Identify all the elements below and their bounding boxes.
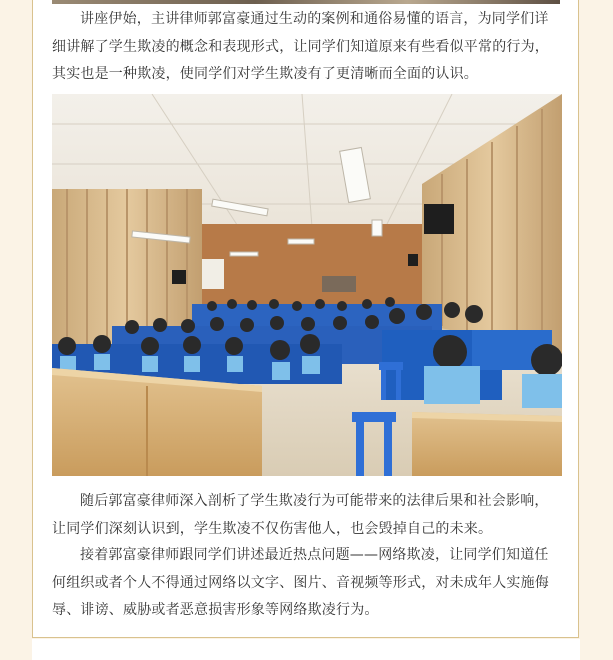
article-paragraph: 随后郭富豪律师深入剖析了学生欺凌行为可能带来的法律后果和社会影响，让同学们深刻认识到，学生欺凌不仅伤害他人，也会毁掉自己的未来。 <box>52 493 549 537</box>
lecture-hall-photo <box>52 94 562 476</box>
article-paragraph: 接着郭富豪律师跟同学们讲述最近热点问题——网络欺凌，让同学们知道任何组织或者个人不得通过网络以文字、图片、音视频等形式，对未成年人实施侮辱、诽谤、威胁或者恶意损害形象等网络欺凌行为。 <box>52 547 549 618</box>
article-paragraph: 讲座伊始，主讲律师郭富豪通过生动的案例和通俗易懂的语言，为同学们详细讲解了学生欺凌的概念和表现形式，让同学们知道原来有些看似平常的行为，其实也是一种欺凌，使同学们对学生欺凌有了更清晰而全面的认识。 <box>52 11 549 82</box>
previous-image-edge <box>52 0 560 4</box>
next-card-edge <box>32 639 580 660</box>
